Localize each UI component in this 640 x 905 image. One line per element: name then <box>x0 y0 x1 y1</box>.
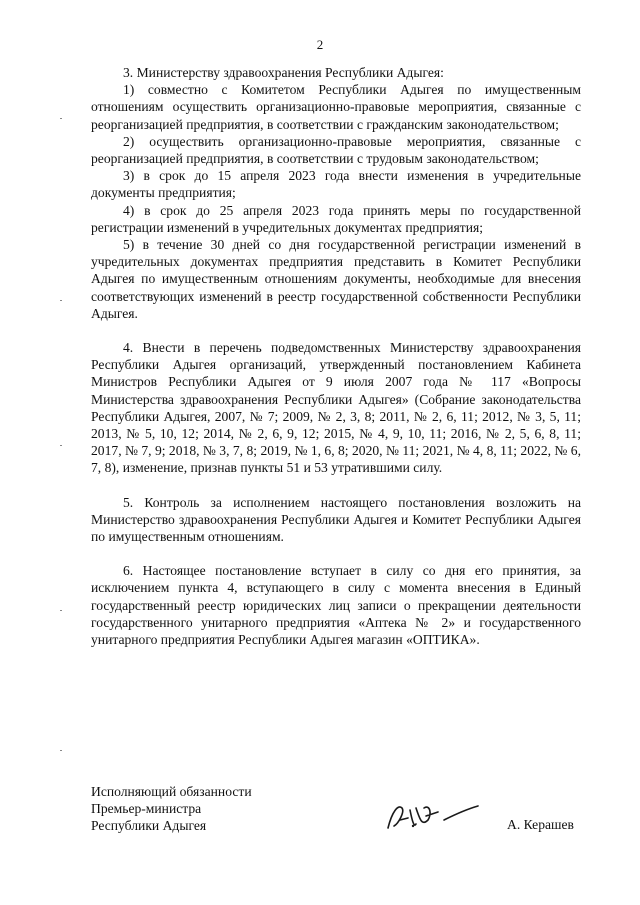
paragraph-3-item-3: 3) в срок до 15 апреля 2023 года внести изменения в учредительные документы предприятия; <box>91 168 581 201</box>
margin-mark <box>60 118 62 119</box>
signatory-title <box>91 783 252 835</box>
paragraph-5: 5. Контроль за исполнением настоящего постановления возложить на Министерство здравоохранения Республики Адыгея и Комитет Республики Адыгея по имущественным отношениям. <box>91 494 581 545</box>
paragraph-3-item-5: 5) в течение 30 дней со дня государственной регистрации изменений в учредительных документах предприятия представить в Комитет Республики Адыгея по имущественным отношениям документы, необходимые для внесения соответствующих изменений в реестр государственной собственности Республики Адыгея. <box>91 237 581 321</box>
margin-mark <box>60 750 62 751</box>
paragraph-3-item-1: 1) совместно с Комитетом Республики Адыгея по имущественным отношениям осуществить организационно-правовые мероприятия, связанные с реорганизацией предприятия, в соответствии с гражданским законодательством; <box>91 82 581 132</box>
page-number: 2 <box>316 37 324 52</box>
paragraph-3-header: 3. Министерству здравоохранения Республики Адыгея: <box>123 65 444 80</box>
handwritten-signature <box>380 790 490 840</box>
paragraph-6: 6. Настоящее постановление вступает в силу со дня его принятия, за исключением пункта 4, вступающего в силу с момента внесения в Единый государственный реестр юридических лиц записи о прекращении деятельности государственного унитарного предприятия «Аптека № 2» и государственного унитарного предприятия Республики Адыгея магазин «ОПТИКА». <box>91 563 581 648</box>
document-body <box>91 64 581 648</box>
paragraph-3-item-2: 2) осуществить организационно-правовые мероприятия, связанные с реорганизацией предприятия, в соответствии с трудовым законодательством; <box>91 133 581 167</box>
signatory-name: А. Керашев <box>507 817 574 832</box>
margin-mark <box>60 300 62 301</box>
signatory-title-line: Исполняющий обязанности <box>91 784 252 799</box>
signatory-title-line: Республики Адыгея <box>91 818 207 834</box>
paragraph-4: 4. Внести в перечень подведомственных Министерству здравоохранения Республики Адыгея организаций, утвержденный постановлением Кабинета Министров Республики Адыгея от 9 июля 2007 года № 117 «Вопросы Министерства здравоохранения Республики Адыгея» (Собрание законодательства Республики Адыгея, 2007, № 7; 2009, № 2, 3, 8; 2011, № 2, 6, 11; 2012, № 3, 5, 11; 2013, № 5, 10, 12; 2014, № 2, 6, 9, 12; 2015, № 4, 9, 10, 11; 2016, № 2, 5, 6, 8, 11; 2017, № 7, 9; 2018, № 3, 7, 8; 2019, № 1, 6, 8; 2020, № 11; 2021, № 4, 8, 11; 2022, № 6, 7, 8), изменение, признав пункты 51 и 53 утратившими силу. <box>91 340 581 476</box>
signatory-title-line: Премьер-министра <box>91 801 202 817</box>
margin-mark <box>60 445 62 446</box>
paragraph-3-item-4: 4) в срок до 25 апреля 2023 года принять меры по государственной регистрации изменений в учредительных документах предприятия; <box>91 202 581 235</box>
margin-mark <box>60 610 62 611</box>
